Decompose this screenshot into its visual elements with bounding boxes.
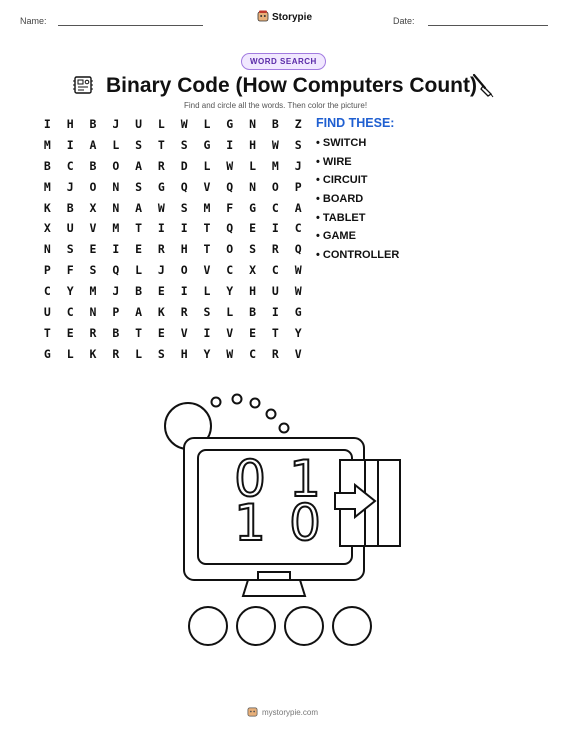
grid-letter[interactable]: O — [271, 179, 279, 194]
grid-letter[interactable]: V — [89, 221, 97, 236]
grid-letter[interactable]: M — [89, 284, 97, 299]
grid-letter[interactable]: W — [294, 284, 302, 299]
grid-letter[interactable]: I — [180, 284, 188, 299]
date-label: Date: — [393, 16, 415, 26]
footer — [247, 706, 318, 719]
dot-5 — [280, 424, 289, 433]
grid-letter[interactable]: E — [135, 242, 143, 257]
monitor-neck — [258, 572, 290, 580]
grid-letter[interactable]: I — [112, 242, 120, 257]
grid-letter[interactable]: T — [203, 221, 211, 236]
monitor-screen — [198, 450, 352, 564]
grid-letter[interactable]: Y — [294, 325, 302, 340]
grid-letter[interactable]: A — [294, 200, 302, 215]
grid-letter[interactable]: J — [112, 284, 120, 299]
grid-letter[interactable]: B — [249, 305, 257, 320]
grid-letter[interactable]: K — [43, 200, 51, 215]
grid-letter[interactable]: T — [157, 137, 165, 152]
grid-letter[interactable]: O — [112, 158, 120, 173]
grid-letter[interactable]: X — [43, 221, 51, 236]
grid-letter[interactable]: C — [294, 221, 302, 236]
binary-digit: 1 — [234, 494, 266, 552]
grid-letter[interactable]: V — [226, 325, 234, 340]
name-label: Name: — [20, 16, 47, 26]
grid-letter[interactable]: A — [89, 137, 97, 152]
grid-letter[interactable]: O — [89, 179, 97, 194]
grid-letter[interactable]: S — [180, 137, 188, 152]
grid-letter[interactable]: G — [294, 305, 302, 320]
grid-letter[interactable]: W — [226, 158, 234, 173]
grid-letter[interactable]: A — [135, 158, 143, 173]
word-list-item: • GAME — [316, 230, 356, 243]
grid-letter[interactable]: W — [226, 346, 234, 361]
grid-letter[interactable]: Q — [226, 221, 234, 236]
grid-letter[interactable]: P — [294, 179, 302, 194]
grid-letter[interactable]: C — [271, 263, 279, 278]
binary-digit: 0 — [234, 450, 266, 508]
grid-letter[interactable]: B — [135, 284, 143, 299]
word-list-item: • BOARD — [316, 193, 364, 206]
grid-letter[interactable]: H — [249, 284, 257, 299]
grid-letter[interactable]: S — [66, 242, 74, 257]
dot-4 — [267, 410, 276, 419]
find-these-heading: FIND THESE: — [316, 116, 395, 130]
grid-letter[interactable]: E — [89, 242, 97, 257]
grid-letter[interactable]: R — [180, 305, 188, 320]
grid-letter[interactable]: N — [89, 305, 97, 320]
grid-letter[interactable]: V — [203, 263, 211, 278]
name-field-line[interactable] — [58, 25, 203, 26]
grid-letter[interactable]: L — [112, 137, 120, 152]
circle-bottom-2 — [237, 607, 275, 645]
word-list-item: • CIRCUIT — [316, 174, 368, 187]
grid-letter[interactable]: W — [294, 263, 302, 278]
grid-letter[interactable]: R — [89, 325, 97, 340]
grid-letter[interactable]: J — [157, 263, 165, 278]
binary-digit: 1 — [289, 450, 321, 508]
word-search-grid[interactable] — [36, 117, 310, 368]
grid-letter[interactable]: E — [249, 221, 257, 236]
grid-letter[interactable]: W — [180, 117, 188, 131]
wire-icon — [471, 72, 495, 103]
grid-letter[interactable]: L — [203, 284, 211, 299]
grid-letter[interactable]: W — [271, 137, 279, 152]
grid-row — [36, 284, 310, 305]
dot-3 — [251, 399, 260, 408]
grid-letter[interactable]: T — [135, 221, 143, 236]
brand-name: Storypie — [272, 12, 313, 23]
grid-letter[interactable]: U — [271, 284, 279, 299]
monitor-stand — [243, 580, 305, 596]
grid-letter[interactable]: X — [89, 200, 97, 215]
page-title: Binary Code (How Computers Count) — [106, 74, 477, 97]
grid-letter[interactable]: J — [294, 158, 302, 173]
grid-letter[interactable]: C — [271, 200, 279, 215]
grid-letter[interactable]: Q — [112, 263, 120, 278]
grid-letter[interactable]: O — [226, 242, 234, 257]
grid-row — [36, 159, 310, 180]
storypie-mascot-icon — [247, 706, 258, 719]
grid-letter[interactable]: J — [112, 117, 120, 131]
grid-letter[interactable]: F — [66, 263, 74, 278]
circle-bottom-1 — [189, 607, 227, 645]
grid-row — [36, 263, 310, 284]
grid-letter[interactable]: Y — [66, 284, 74, 299]
grid-letter[interactable]: L — [135, 263, 143, 278]
grid-row — [36, 117, 310, 138]
grid-row — [36, 201, 310, 222]
grid-letter[interactable]: E — [249, 325, 257, 340]
grid-letter[interactable]: Z — [294, 117, 302, 131]
grid-letter[interactable]: L — [135, 346, 143, 361]
grid-letter[interactable]: I — [43, 117, 51, 131]
grid-letter[interactable]: R — [112, 346, 120, 361]
grid-letter[interactable]: P — [112, 305, 120, 320]
word-list-item: • SWITCH — [316, 137, 367, 149]
grid-row — [36, 326, 310, 347]
grid-letter[interactable]: R — [271, 346, 279, 361]
date-field-line[interactable] — [428, 25, 548, 26]
grid-letter[interactable]: G — [43, 346, 51, 361]
grid-letter[interactable]: W — [157, 200, 165, 215]
grid-letter[interactable]: H — [180, 346, 188, 361]
grid-row — [36, 138, 310, 159]
grid-letter[interactable]: S — [89, 263, 97, 278]
grid-row — [36, 347, 310, 368]
grid-letter[interactable]: U — [43, 305, 51, 320]
grid-letter[interactable]: X — [249, 263, 257, 278]
word-list-item: • CONTROLLER — [316, 249, 400, 262]
grid-letter[interactable]: U — [135, 117, 143, 131]
grid-letter[interactable]: L — [66, 346, 74, 361]
grid-letter[interactable]: B — [89, 158, 97, 173]
dot-1 — [212, 398, 221, 407]
grid-letter[interactable]: R — [271, 242, 279, 257]
grid-letter[interactable]: I — [203, 325, 211, 340]
grid-letter[interactable]: L — [203, 158, 211, 173]
grid-letter[interactable]: S — [157, 346, 165, 361]
grid-letter[interactable]: V — [203, 179, 211, 194]
grid-letter[interactable]: E — [66, 325, 74, 340]
grid-letter[interactable]: M — [203, 200, 211, 215]
grid-letter[interactable]: I — [180, 221, 188, 236]
circuit-board-icon — [72, 74, 94, 101]
grid-letter[interactable]: Q — [226, 179, 234, 194]
grid-letter[interactable]: G — [203, 137, 211, 152]
grid-letter[interactable]: N — [43, 242, 51, 257]
grid-letter[interactable]: Y — [203, 346, 211, 361]
grid-letter[interactable]: T — [135, 325, 143, 340]
grid-letter[interactable]: R — [157, 158, 165, 173]
computer-picture — [150, 388, 420, 648]
grid-letter[interactable]: R — [157, 242, 165, 257]
footer-url[interactable]: mystorypie.com — [262, 708, 319, 717]
circle-bottom-3 — [285, 607, 323, 645]
circle-bottom-4 — [333, 607, 371, 645]
grid-letter[interactable]: S — [203, 305, 211, 320]
grid-letter[interactable]: N — [249, 179, 257, 194]
grid-row — [36, 221, 310, 242]
grid-letter[interactable]: T — [43, 325, 51, 340]
grid-letter[interactable]: K — [89, 346, 97, 361]
grid-letter[interactable]: M — [43, 137, 51, 152]
grid-letter[interactable]: B — [89, 117, 97, 131]
grid-letter[interactable]: O — [180, 263, 188, 278]
dot-2 — [233, 395, 242, 404]
grid-letter[interactable]: F — [226, 200, 234, 215]
grid-letter[interactable]: S — [135, 179, 143, 194]
grid-letter[interactable]: A — [135, 200, 143, 215]
grid-letter[interactable]: B — [66, 200, 74, 215]
grid-letter[interactable]: L — [203, 117, 211, 131]
binary-digit: 0 — [289, 494, 321, 552]
word-search-badge: WORD SEARCH — [241, 53, 326, 70]
grid-letter[interactable]: I — [66, 137, 74, 152]
grid-letter[interactable]: U — [66, 221, 74, 236]
grid-row — [36, 180, 310, 201]
grid-letter[interactable]: T — [271, 325, 279, 340]
grid-letter[interactable]: H — [180, 242, 188, 257]
grid-letter[interactable]: B — [271, 117, 279, 131]
grid-letter[interactable]: S — [135, 137, 143, 152]
grid-row — [36, 305, 310, 326]
grid-letter[interactable]: V — [294, 346, 302, 361]
grid-letter[interactable]: A — [135, 305, 143, 320]
grid-letter[interactable]: G — [226, 117, 234, 131]
grid-letter[interactable]: I — [157, 221, 165, 236]
grid-letter[interactable]: M — [271, 158, 279, 173]
grid-letter[interactable]: L — [157, 117, 165, 131]
grid-letter[interactable]: E — [157, 284, 165, 299]
grid-letter[interactable]: E — [157, 325, 165, 340]
grid-letter[interactable]: T — [203, 242, 211, 257]
grid-letter[interactable]: N — [249, 117, 257, 131]
grid-letter[interactable]: C — [226, 263, 234, 278]
word-list-item: • WIRE — [316, 155, 352, 168]
grid-letter[interactable]: D — [180, 158, 188, 173]
grid-letter[interactable]: K — [157, 305, 165, 320]
storypie-mascot-icon — [257, 10, 269, 25]
grid-letter[interactable]: I — [226, 137, 234, 152]
grid-letter[interactable]: Y — [226, 284, 234, 299]
grid-letter[interactable]: I — [271, 305, 279, 320]
grid-letter[interactable]: C — [43, 284, 51, 299]
grid-letter[interactable]: Q — [180, 179, 188, 194]
grid-letter[interactable]: J — [66, 179, 74, 194]
grid-letter[interactable]: M — [112, 221, 120, 236]
grid-row — [36, 242, 310, 263]
grid-letter[interactable]: I — [271, 221, 279, 236]
grid-letter[interactable]: H — [249, 137, 257, 152]
grid-letter[interactable]: C — [249, 346, 257, 361]
instructions: Find and circle all the words. Then color the picture! — [184, 101, 368, 110]
grid-letter[interactable]: C — [66, 305, 74, 320]
grid-letter[interactable]: N — [112, 200, 120, 215]
grid-letter[interactable]: V — [180, 325, 188, 340]
grid-letter[interactable]: B — [43, 158, 51, 173]
grid-letter[interactable]: G — [157, 179, 165, 194]
grid-letter[interactable]: Q — [294, 242, 302, 257]
grid-letter[interactable]: P — [43, 263, 51, 278]
grid-letter[interactable]: G — [249, 200, 257, 215]
storypie-logo — [257, 10, 312, 25]
word-list — [316, 137, 399, 268]
grid-letter[interactable]: B — [112, 325, 120, 340]
grid-letter[interactable]: N — [112, 179, 120, 194]
grid-letter[interactable]: M — [43, 179, 51, 194]
grid-letter[interactable]: L — [249, 158, 257, 173]
grid-letter[interactable]: S — [249, 242, 257, 257]
grid-letter[interactable]: H — [66, 117, 74, 131]
grid-letter[interactable]: S — [180, 200, 188, 215]
grid-letter[interactable]: C — [66, 158, 74, 173]
grid-letter[interactable]: L — [226, 305, 234, 320]
grid-letter[interactable]: S — [294, 137, 302, 152]
word-list-item: • TABLET — [316, 211, 366, 224]
